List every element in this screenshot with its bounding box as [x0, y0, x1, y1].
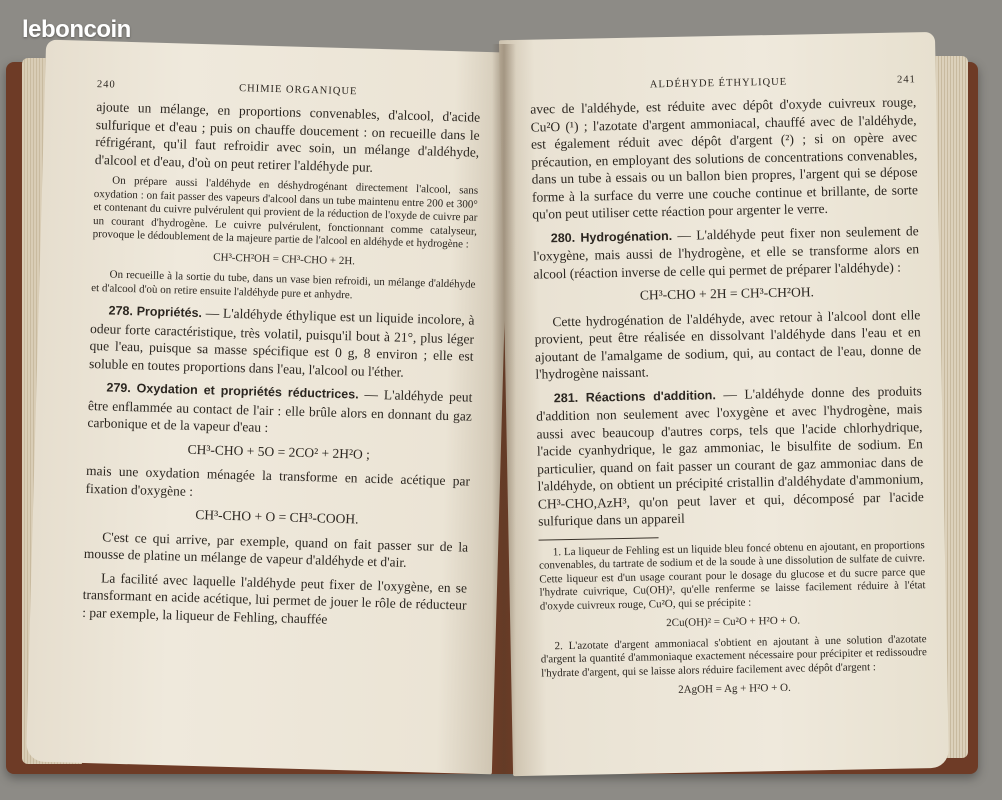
left-equation-1: CH³-CH²OH = CH³-CHO + 2H.: [213, 250, 356, 267]
left-running-head: [97, 79, 481, 101]
footnote-equation-2: 2AgOH = Ag + H²O + O.: [678, 681, 791, 696]
footnote-1: 1. La liqueur de Fehling est un liquide bleu foncé obtenu en ajoutant, en proportions convenables, du tartrate de sodium et de la soude à une dissolution de sulfate de cuivre. Cette liqueur est d'un usage courant pour le dosage du glucose et du sucre parce que l'hydrate cuivrique, Cu(OH)², qu'elle renferme se laisse facilement réduire à l'état d'oxyde cuivreux rouge, Cu²O, qui se précipite :: [538, 538, 926, 613]
left-paragraph-6: La facilité avec laquelle l'aldéhyde peut fixer de l'oxygène, en se transformant en acide acétique, lui permet de jouer le rôle de réducteur : par exemple, la liqueur de Fehling, chauffée: [81, 569, 468, 627]
section-279: [87, 378, 472, 442]
section-280-title: Hydrogénation.: [580, 228, 673, 245]
left-page: [26, 40, 512, 775]
right-paragraph-2: Cette hydrogénation de l'aldéhyde, avec retour à l'alcool dont elle provient, peut être réalisée en dissolvant l'aldéhyde dans l'eau et en ajoutant de l'amalgame de sodium, qui, au contact de l'eau, donne de l'hydrogène naissant.: [534, 306, 922, 382]
section-278-number: 278.: [108, 303, 134, 319]
left-paragraph-4: mais une oxydation ménagée la transforme en acide acétique par fixation d'oxygène :: [85, 462, 471, 499]
leboncoin-watermark: leboncoin: [22, 16, 131, 43]
section-281-number: 281.: [553, 390, 579, 405]
right-running-head: [530, 74, 916, 92]
running-head-right: ALDÉHYDE ÉTHYLIQUE: [649, 76, 788, 91]
running-head-left: CHIMIE ORGANIQUE: [238, 83, 358, 98]
left-equation-3: CH³-CHO + O = CH³-COOH.: [195, 506, 359, 527]
section-278-title: Propriétés.: [136, 304, 203, 321]
section-279-number: 279.: [106, 380, 132, 396]
section-281: [536, 382, 925, 530]
section-278-text: — L'aldéhyde éthylique est un liquide incolore, à odeur forte caractéristique, très volatil, puisqu'il bout à 21°, plus léger que l'eau, puisque sa masse spécifique est 0 g, 8 environ ; elle est soluble en toutes proportions dans l'eau, l'alcool ou l'éther.: [88, 305, 475, 380]
section-280: [533, 222, 920, 283]
section-281-title: Réactions d'addition.: [585, 387, 716, 405]
page-number-left: 240: [96, 79, 116, 91]
footnote-2: 2. L'azotate d'argent ammoniacal s'obtient en ajoutant à une solution d'azotate d'argent la quantité d'ammoniaque exactement nécessaire pour précipiter et redissoudre l'hydrate d'argent, qui se laisse alors réduire facilement avec dépôt d'argent :: [540, 632, 927, 680]
right-paragraph-1: avec de l'aldéhyde, est réduite avec dépôt d'oxyde cuivreux rouge, Cu²O (¹) ; l'azotate d'argent ammoniacal, chauffé avec de l'aldéhyde, est également réduit avec dépôt d'argent (²) ; si on opère avec précaution, en employant des solutions de concentrations convenables, dans un tube à essais ou un ballon bien propres, l'argent qui se dépose forme à la surface du verre une couche continue et brillante, de sorte qu'on peut utiliser cette réaction pour argenter le verre.: [530, 94, 919, 222]
section-278: [89, 301, 475, 383]
right-equation-1: CH³-CHO + 2H = CH³-CH²OH.: [639, 284, 815, 303]
footnote-equation-1: 2Cu(OH)² = Cu²O + H²O + O.: [666, 614, 801, 630]
left-small-paragraph-2: On recueille à la sortie du tube, dans un vase bien refroidi, un mélange d'aldéhyde et d'alcool d'où on retire ensuite l'aldéhyde pure et anhydre.: [91, 268, 476, 301]
left-equation-2: CH³-CHO + 5O = 2CO² + 2H²O ;: [187, 441, 371, 462]
footnote-divider: [539, 537, 659, 540]
footnotes: [539, 539, 928, 700]
left-paragraph-5: C'est ce qui arrive, par exemple, quand on fait passer sur de la mousse de platine un mélange de vapeur d'aldéhyde et d'air.: [83, 528, 469, 570]
section-279-text: — L'aldéhyde peut être enflammée au contact de l'air : elle brûle alors en donnant du gaz carbonique et de la vapeur d'eau :: [87, 386, 473, 435]
right-page: [499, 32, 949, 776]
page-number-right: 241: [896, 74, 916, 86]
section-281-text: — L'aldéhyde donne des produits d'addition non seulement avec l'oxygène et avec l'hydrogène, mais aussi avec beaucoup d'autres corps, tels que l'acide chlorhydrique, l'acide cyanhydrique, le gaz ammoniac, le bisulfite de sodium. En particulier, quand on fait passer un courant de gaz ammoniac dans de l'aldéhyde, on obtient un précipité cristallin d'aldéhydate d'ammonium, CH³-CHO,AzH³, qu'on peut laver et qui, décomposé par l'acide sulfurique dans un appareil: [536, 382, 924, 529]
left-paragraph-1: ajoute un mélange, en proportions convenables, d'alcool, d'acide sulfurique et d'eau ; puis on chauffe doucement : on recueille dans le réfrigérant, qu'il faut refroidir avec soin, un mélange d'aldéhyde, d'alcool et d'eau, d'où on peut retirer l'aldéhyde pur.: [94, 99, 481, 175]
book-gutter: [492, 44, 516, 774]
section-280-text: — L'aldéhyde peut fixer non seulement de l'oxygène, mais aussi de l'hydrogène, et elle se transforme alors en alcool (réaction inverse de celle qui permet de préparer l'aldéhyde) :: [532, 222, 920, 282]
section-280-number: 280.: [550, 230, 576, 245]
section-279-title: Oxydation et propriétés réductrices.: [136, 381, 359, 402]
left-small-paragraph-1: On prépare aussi l'aldéhyde en déshydrogénant directement l'alcool, sans oxydation : on fait passer des vapeurs d'alcool dans un tube maintenu entre 200 et 300° et contenant du cuivre pulvérulent qui provient de la réduction de l'oxyde de cuivre par un courant d'hydrogène. Le cuivre pulvérulent, fonctionnant comme catalyseur, provoque le dédoublement de la majeure partie de l'alcool en aldéhyde et hydrogène :: [92, 174, 479, 251]
